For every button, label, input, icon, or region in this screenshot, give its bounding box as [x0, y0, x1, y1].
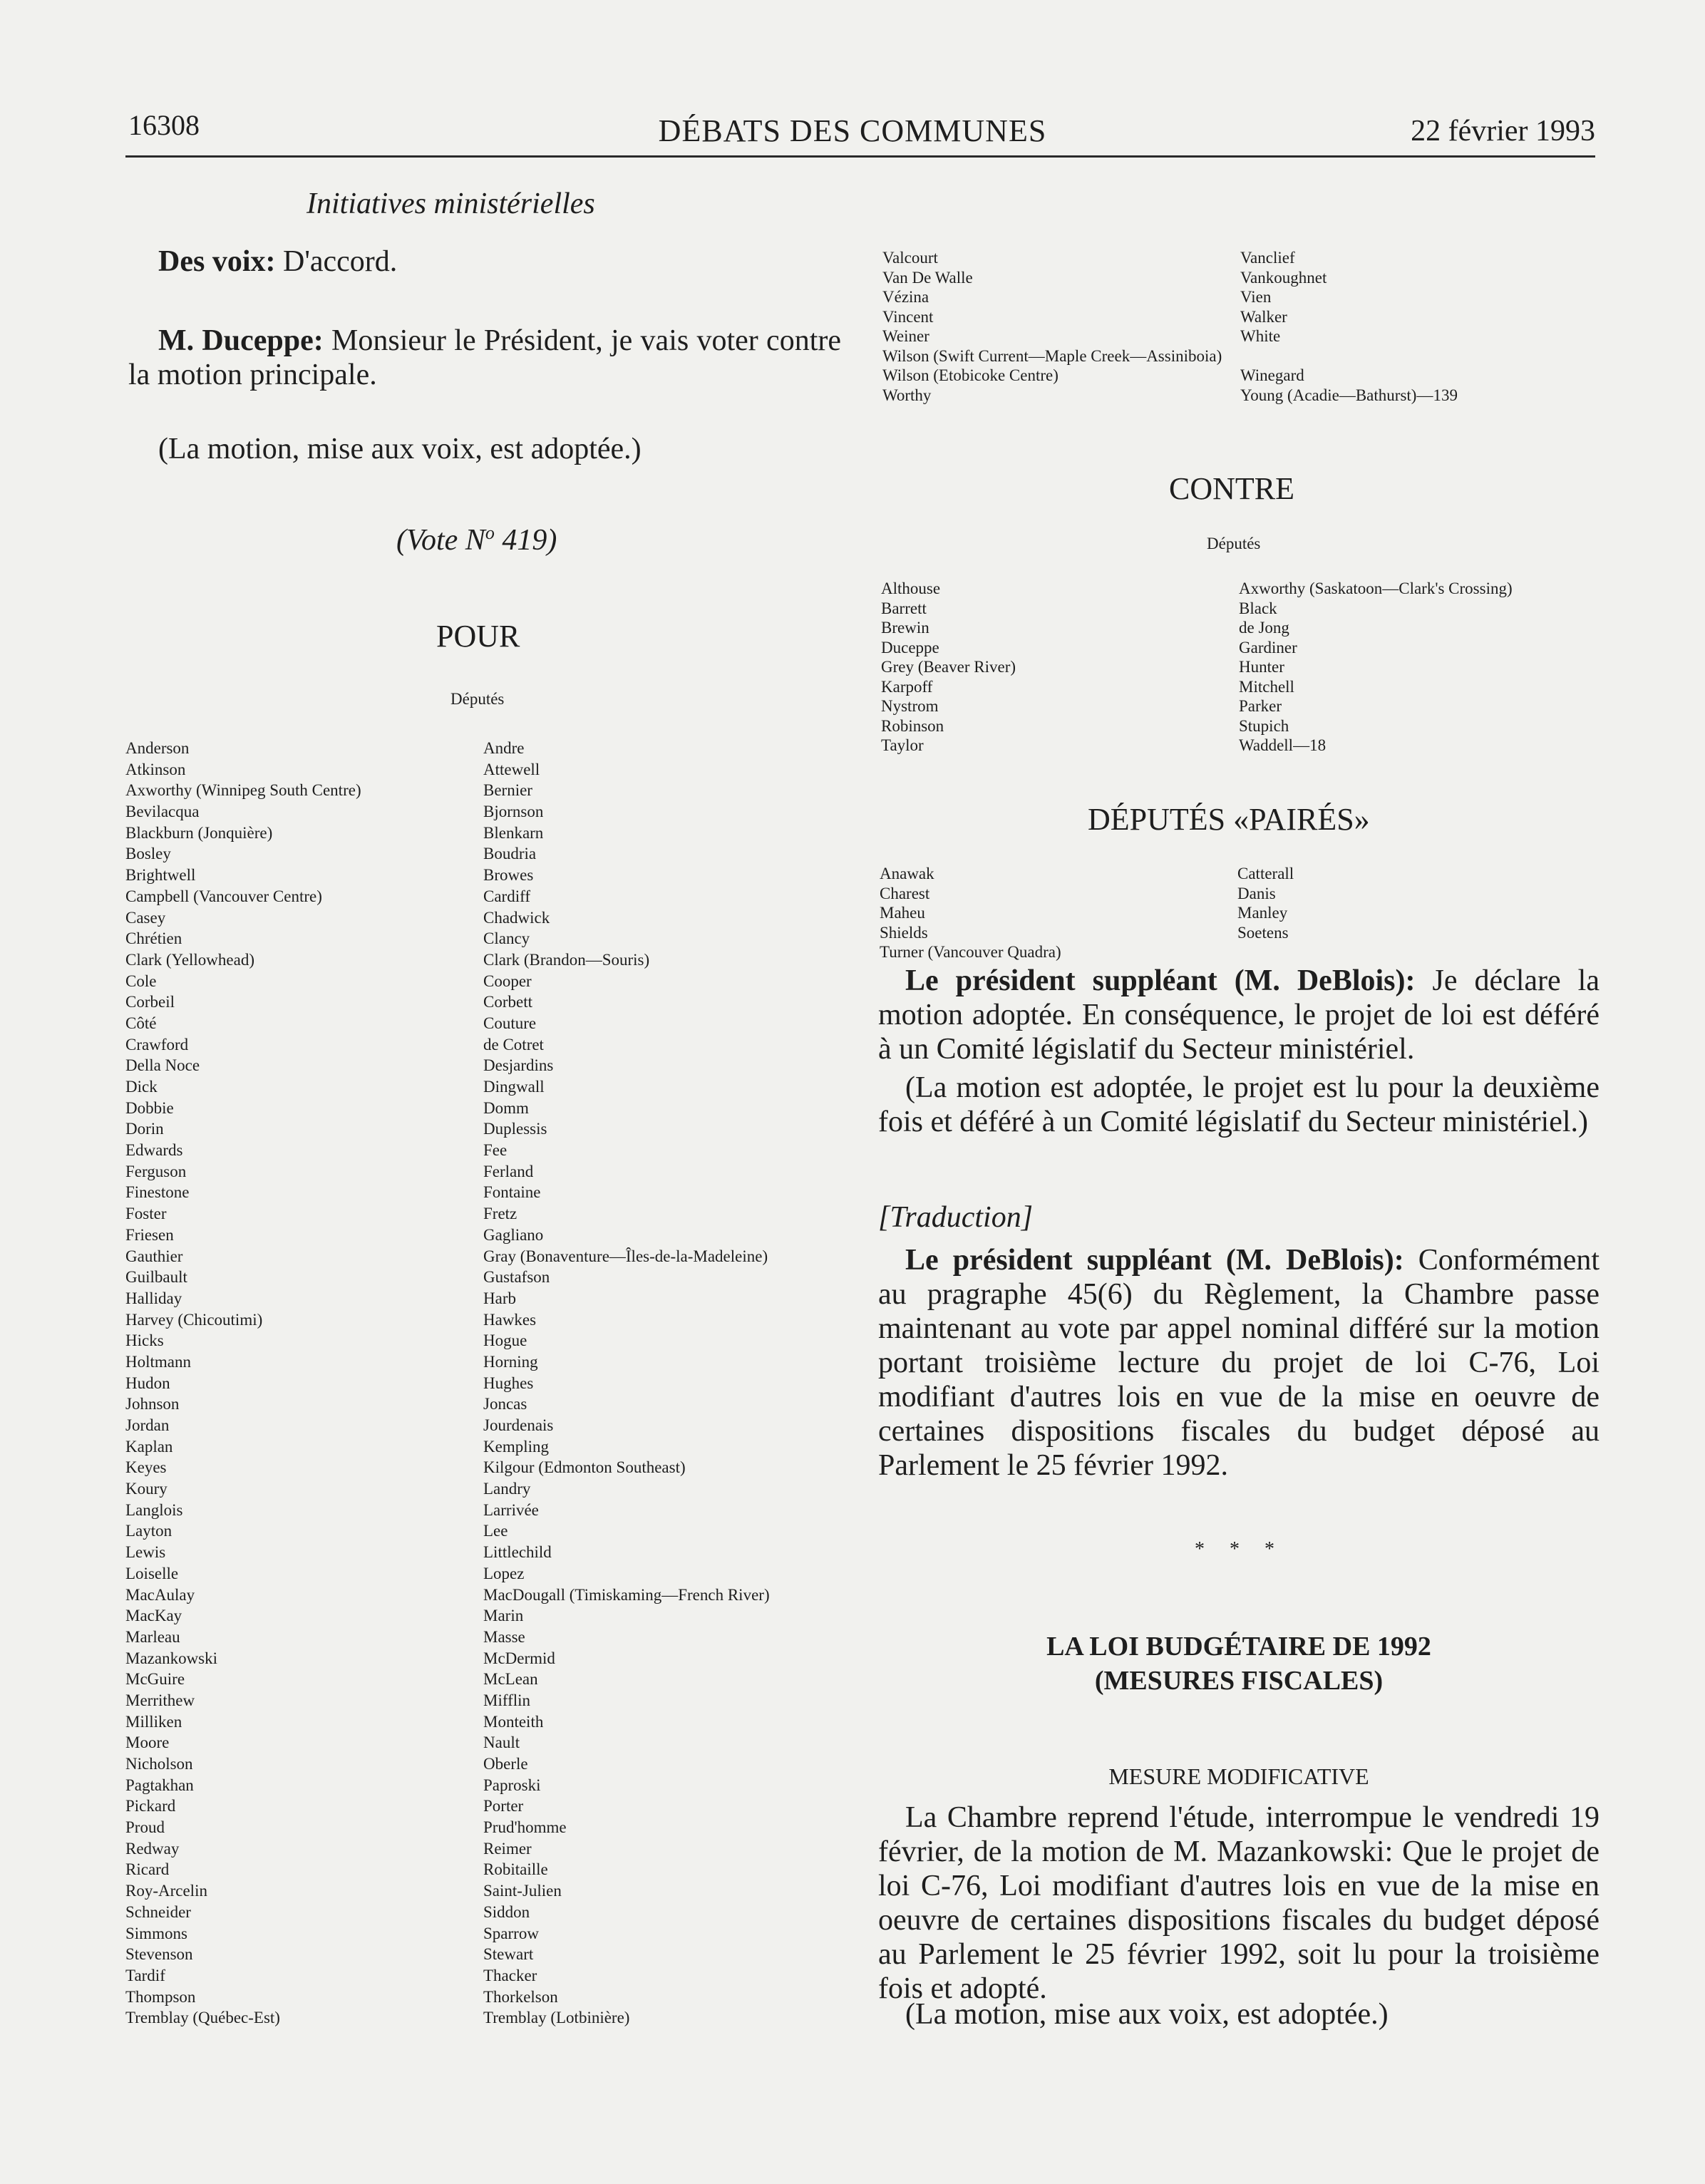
member-name: Pagtakhan	[125, 1776, 194, 1794]
member-name: Black	[1239, 599, 1277, 617]
member-name: Joncas	[483, 1395, 527, 1413]
member-name: Cole	[125, 972, 157, 990]
member-name: Chadwick	[483, 908, 550, 927]
pour-list-col1	[125, 738, 361, 2029]
bill-title	[878, 1629, 1600, 1698]
member-name: de Cotret	[483, 1035, 544, 1054]
member-name: Lee	[483, 1522, 508, 1540]
member-name: Guilbault	[125, 1268, 187, 1287]
member-name: Vézina	[882, 288, 929, 306]
contre-list-col1	[881, 579, 1016, 756]
member-name: Bevilacqua	[125, 803, 200, 821]
member-name: Masse	[483, 1627, 525, 1646]
member-name: Jourdenais	[483, 1416, 554, 1434]
member-name: Moore	[125, 1734, 170, 1752]
member-name: Siddon	[483, 1902, 530, 1921]
member-name: Nicholson	[125, 1755, 193, 1773]
speech-text: Conformément au pragraphe 45(6) du Règlement, la Chambre passe maintenant au vote par appel nominal différé sur la motion portant troisième lecture du projet de loi C-76, Loi modifiant d'autres lois en vue de la mise en oeuvre de certaines dispositions fiscales du budget déposé au Parlement le 25 février 1992.	[878, 1244, 1600, 1482]
page-number: 16308	[128, 109, 200, 141]
member-name: Tardif	[125, 1966, 165, 1984]
member-name: Nault	[483, 1734, 520, 1752]
member-name: Wilson (Swift Current—Maple Creek—Assiniboia)	[882, 346, 1222, 365]
member-name: Manley	[1237, 904, 1288, 922]
member-name: Cooper	[483, 972, 532, 990]
member-name: Hogue	[483, 1331, 527, 1350]
member-name: Lewis	[125, 1543, 166, 1562]
speech-text: D'accord.	[275, 245, 398, 278]
member-name: Vien	[1240, 288, 1272, 306]
member-name: Stewart	[483, 1945, 534, 1964]
member-name: Brightwell	[125, 866, 196, 885]
member-name: Weiner	[882, 327, 929, 345]
member-name: Proud	[125, 1818, 165, 1837]
paragraph-chambre-reprend: La Chambre reprend l'étude, interrompue le vendredi 19 février, de la motion de M. Mazankowski: Que le projet de loi C-76, Loi modifiant d'autres lois en vue de la mise en oeuvre de certaines dispositions fiscales du budget déposé au Parlement le 25 février 1992, soit lu pour la troisième fois et adopté.	[878, 1801, 1600, 2005]
member-name: Tremblay (Lotbinière)	[483, 2009, 630, 2027]
paires-heading: DÉPUTÉS «PAIRÉS»	[1088, 802, 1370, 837]
member-name: Schneider	[125, 1902, 191, 1921]
member-name: Gardiner	[1239, 638, 1297, 656]
member-name: Hawkes	[483, 1310, 537, 1329]
member-name: Blenkarn	[483, 823, 544, 842]
member-name: Johnson	[125, 1395, 180, 1413]
header-rule	[125, 155, 1595, 158]
member-name: Valcourt	[882, 249, 938, 267]
pour-list-col2	[483, 738, 770, 2029]
member-name: Milliken	[125, 1712, 182, 1731]
member-name: Catterall	[1237, 865, 1294, 882]
member-name: Pickard	[125, 1797, 176, 1815]
member-name: Barrett	[881, 599, 927, 617]
member-name: Taylor	[881, 736, 924, 754]
member-name: Charest	[880, 884, 930, 902]
member-name: Dick	[125, 1078, 158, 1096]
member-name: Andre	[483, 739, 525, 757]
member-name: Della Noce	[125, 1056, 200, 1075]
member-name: Edwards	[125, 1141, 183, 1160]
member-name: Stupich	[1239, 716, 1289, 735]
member-name: Langlois	[125, 1500, 183, 1519]
member-name: Hicks	[125, 1331, 164, 1350]
member-name: Browes	[483, 866, 534, 885]
member-name: Harvey (Chicoutimi)	[125, 1310, 263, 1329]
member-name: Winegard	[1240, 366, 1304, 384]
member-name: Simmons	[125, 1924, 187, 1942]
member-name: Dobbie	[125, 1098, 174, 1117]
member-name: Duceppe	[881, 638, 939, 656]
member-name: Sparrow	[483, 1924, 539, 1942]
member-name: Blackburn (Jonquière)	[125, 823, 273, 842]
member-name: Couture	[483, 1014, 537, 1032]
member-name	[1240, 346, 1458, 366]
speaker-name: Le président suppléant (M. DeBlois):	[905, 964, 1416, 997]
deputes-label: Députés	[450, 690, 505, 708]
member-name: Mifflin	[483, 1691, 531, 1709]
member-name: Desjardins	[483, 1056, 554, 1075]
traduction-label: [Traduction]	[878, 1201, 1034, 1234]
journal-title: DÉBATS DES COMMUNES	[658, 113, 1047, 148]
member-name: Attewell	[483, 760, 540, 778]
member-name: Reimer	[483, 1839, 532, 1858]
member-name: Jordan	[125, 1416, 170, 1434]
member-name: Fretz	[483, 1205, 517, 1223]
member-name: Karpoff	[881, 677, 933, 696]
member-name: Worthy	[882, 386, 932, 404]
member-name: McGuire	[125, 1670, 185, 1689]
member-name: Stevenson	[125, 1945, 193, 1964]
member-name: Duplessis	[483, 1120, 547, 1138]
member-name: Mazankowski	[125, 1649, 218, 1667]
member-name: Marin	[483, 1607, 524, 1625]
member-name: Mitchell	[1239, 677, 1294, 696]
member-name: Vanclief	[1240, 249, 1295, 267]
member-name: Prud'homme	[483, 1818, 567, 1837]
member-name: Gray (Bonaventure—Îles-de-la-Madeleine)	[483, 1247, 768, 1265]
member-name: Crawford	[125, 1035, 189, 1054]
member-name: de Jong	[1239, 619, 1289, 637]
member-name: Hunter	[1239, 658, 1284, 676]
member-name: Foster	[125, 1205, 167, 1223]
paragraph-des-voix	[158, 244, 843, 279]
member-name: MacKay	[125, 1607, 182, 1625]
member-name: MacDougall (Timiskaming—French River)	[483, 1585, 770, 1604]
speech-text: Monsieur le Président, je vais voter contre la motion principale.	[128, 324, 841, 391]
member-name: Vincent	[882, 307, 934, 326]
member-name: Maheu	[880, 904, 925, 922]
member-name: Nystrom	[881, 697, 939, 715]
contre-deputes-label: Députés	[1207, 535, 1261, 552]
speech-text: Je déclare la motion adoptée. En conséquence, le projet de loi est déféré à un Comité législatif du Secteur ministériel.	[878, 964, 1600, 1066]
motion-adopted-note: (La motion, mise aux voix, est adoptée.)	[158, 433, 642, 465]
member-name: Fee	[483, 1141, 508, 1160]
member-name: Gagliano	[483, 1225, 544, 1244]
member-name: Hudon	[125, 1374, 170, 1392]
member-name: Lopez	[483, 1564, 525, 1582]
member-name: Ricard	[125, 1860, 170, 1879]
member-name: Soetens	[1237, 923, 1289, 942]
member-name: Bjornson	[483, 803, 544, 821]
member-name: Young (Acadie—Bathurst)—139	[1240, 386, 1458, 404]
speaker-name: Le président suppléant (M. DeBlois):	[905, 1244, 1404, 1277]
member-name: Gustafson	[483, 1268, 550, 1287]
page-date: 22 février 1993	[1411, 115, 1595, 148]
member-name: Gauthier	[125, 1247, 183, 1265]
member-name: Anderson	[125, 739, 190, 757]
member-name: Larrivée	[483, 1500, 539, 1519]
member-name: Chrétien	[125, 929, 182, 948]
section-title: Initiatives ministérielles	[307, 187, 595, 220]
member-name: McDermid	[483, 1649, 555, 1667]
member-name: Holtmann	[125, 1352, 191, 1371]
section-separator: * * *	[1195, 1538, 1284, 1560]
member-name: Bosley	[125, 845, 171, 863]
member-name: Vankoughnet	[1240, 268, 1327, 287]
member-name: McLean	[483, 1670, 538, 1689]
member-name: Waddell—18	[1239, 736, 1327, 754]
member-name: Axworthy (Saskatoon—Clark's Crossing)	[1239, 580, 1513, 597]
member-name: Halliday	[125, 1289, 182, 1307]
member-name: Parker	[1239, 697, 1282, 715]
member-name: Thorkelson	[483, 1987, 558, 2006]
member-name: Ferguson	[125, 1162, 187, 1180]
member-name	[1237, 942, 1294, 962]
member-name: Monteith	[483, 1712, 544, 1731]
member-name: Corbett	[483, 993, 532, 1011]
member-name: Casey	[125, 908, 166, 927]
member-name: Boudria	[483, 845, 537, 863]
bill-title-line1: LA LOI BUDGÉTAIRE DE 1992	[1046, 1632, 1431, 1662]
member-name: Kaplan	[125, 1437, 173, 1456]
member-name: Ferland	[483, 1162, 534, 1180]
member-name: Kilgour (Edmonton Southeast)	[483, 1458, 686, 1477]
member-name: Merrithew	[125, 1691, 195, 1709]
member-name: Robinson	[881, 716, 944, 735]
motion-adopted-final: (La motion, mise aux voix, est adoptée.)	[905, 1998, 1389, 2031]
paragraph-president-1	[878, 964, 1600, 1066]
member-name: Brewin	[881, 619, 929, 637]
member-name: Layton	[125, 1522, 172, 1540]
member-name: Hughes	[483, 1374, 534, 1392]
member-name: Koury	[125, 1480, 168, 1498]
member-name: Thompson	[125, 1987, 196, 2006]
member-name: Axworthy (Winnipeg South Centre)	[125, 781, 361, 800]
member-name: Clark (Brandon—Souris)	[483, 950, 650, 969]
member-name: Harb	[483, 1289, 516, 1307]
member-name: White	[1240, 327, 1281, 345]
pour-heading: POUR	[436, 619, 520, 654]
member-name: Saint-Julien	[483, 1882, 562, 1900]
member-name: Friesen	[125, 1225, 174, 1244]
member-name: Porter	[483, 1797, 524, 1815]
member-name: Clark (Yellowhead)	[125, 950, 254, 969]
member-name: Côté	[125, 1014, 157, 1032]
member-name: Tremblay (Québec-Est)	[125, 2009, 280, 2027]
member-name: Oberle	[483, 1755, 528, 1773]
member-name: Loiselle	[125, 1564, 179, 1582]
member-name: Finestone	[125, 1183, 190, 1202]
member-name: Walker	[1240, 307, 1287, 326]
member-name: Fontaine	[483, 1183, 541, 1202]
paragraph-president-2	[878, 1243, 1600, 1483]
member-name: Horning	[483, 1352, 538, 1371]
member-name: Redway	[125, 1839, 180, 1858]
member-name: Clancy	[483, 929, 530, 948]
member-name: Anawak	[880, 865, 934, 882]
pour-cont-list-col1	[882, 248, 1222, 405]
paragraph-motion-deuxieme: (La motion est adoptée, le projet est lu pour la deuxième fois et déféré à un Comité législatif du Secteur ministériel.)	[878, 1071, 1600, 1138]
member-name: Dingwall	[483, 1078, 545, 1096]
member-name: Marleau	[125, 1627, 180, 1646]
contre-list-col2	[1239, 579, 1513, 756]
member-name: Bernier	[483, 781, 532, 800]
member-name: Thacker	[483, 1966, 537, 1984]
member-name: Roy-Arcelin	[125, 1882, 207, 1900]
member-name: Turner (Vancouver Quadra)	[880, 943, 1061, 961]
member-name: Althouse	[881, 580, 941, 597]
member-name: Atkinson	[125, 760, 186, 778]
paires-list-col2	[1237, 864, 1294, 962]
member-name: Grey (Beaver River)	[881, 658, 1016, 676]
bill-title-line2: (MESURES FISCALES)	[1094, 1666, 1384, 1696]
member-name: Van De Walle	[882, 268, 973, 287]
member-name: Robitaille	[483, 1860, 548, 1879]
member-name: Keyes	[125, 1458, 167, 1477]
speaker-name: M. Duceppe:	[158, 324, 324, 357]
member-name: Landry	[483, 1480, 531, 1498]
contre-heading: CONTRE	[1169, 471, 1294, 506]
speaker-name: Des voix:	[158, 245, 276, 278]
member-name: Paproski	[483, 1776, 541, 1794]
paragraph-duceppe	[128, 324, 841, 392]
member-name: MacAulay	[125, 1585, 195, 1604]
vote-number: (Vote $N^o$ 419)	[396, 522, 557, 557]
member-name: Domm	[483, 1098, 529, 1117]
mesure-label: MESURE MODIFICATIVE	[1108, 1763, 1369, 1789]
member-name: Corbeil	[125, 993, 175, 1011]
member-name: Wilson (Etobicoke Centre)	[882, 366, 1058, 384]
member-name: Kempling	[483, 1437, 549, 1456]
member-name: Dorin	[125, 1120, 164, 1138]
member-name: Danis	[1237, 884, 1276, 902]
member-name: Campbell (Vancouver Centre)	[125, 887, 322, 905]
pour-cont-list-col2	[1240, 248, 1458, 405]
paires-list-col1	[880, 864, 1061, 962]
member-name: Shields	[880, 923, 928, 942]
member-name: Littlechild	[483, 1543, 552, 1562]
member-name: Cardiff	[483, 887, 531, 905]
